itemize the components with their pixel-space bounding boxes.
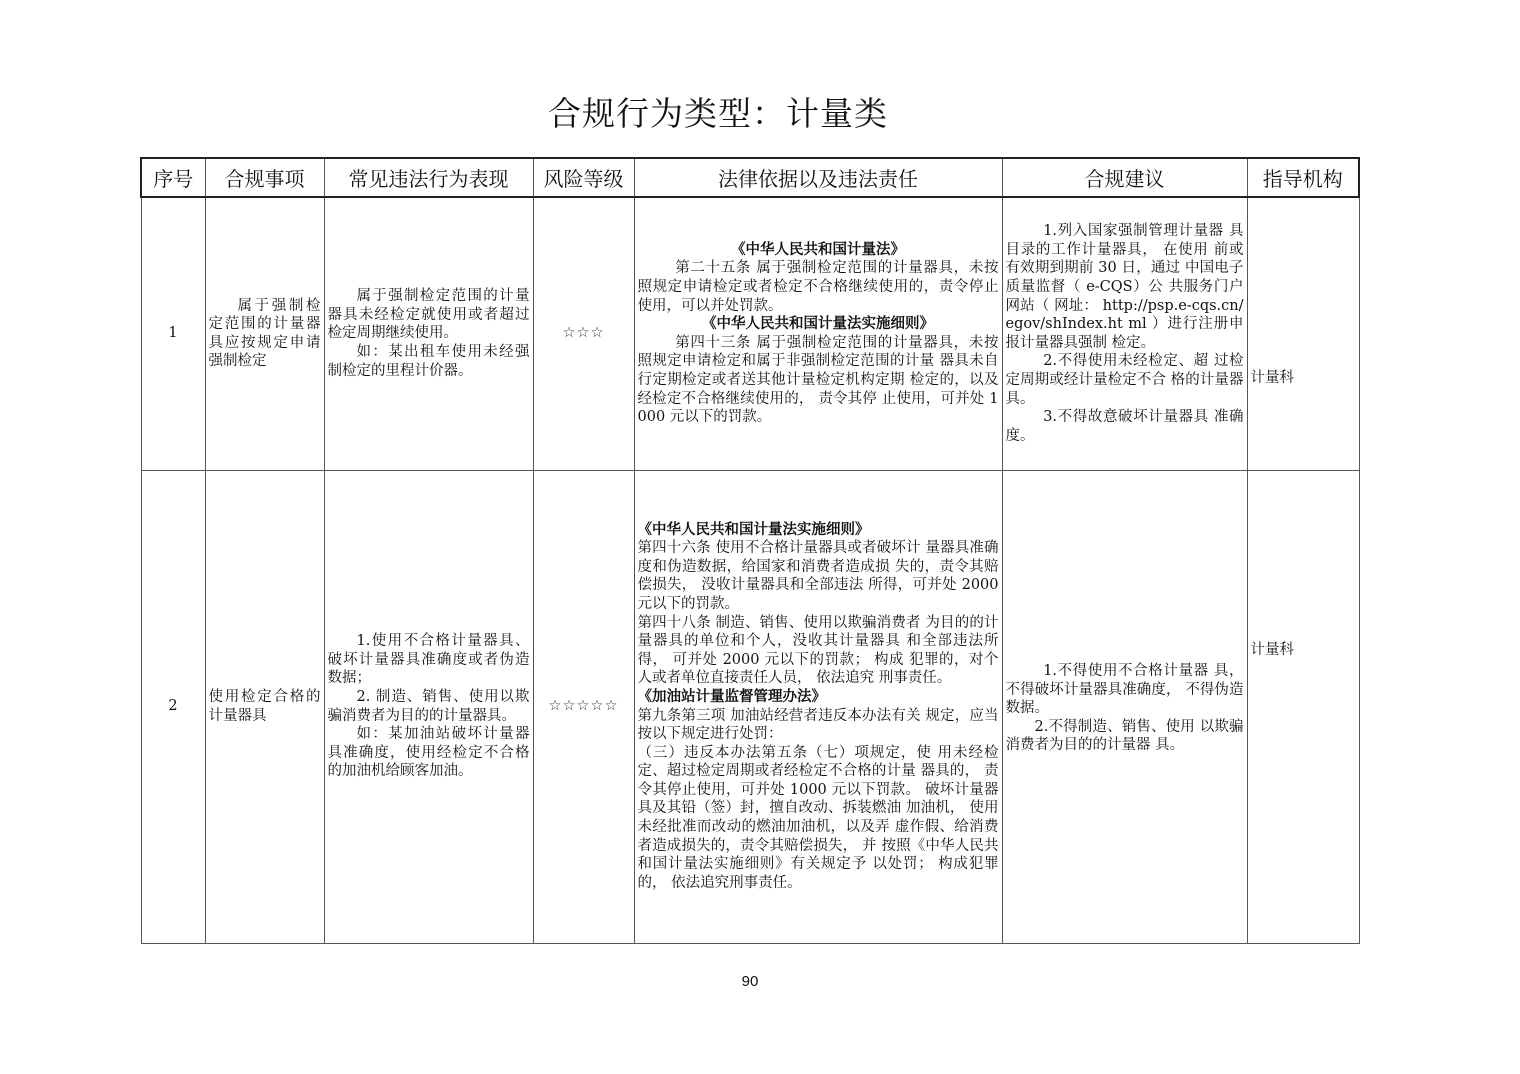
row-advice <box>1002 470 1247 943</box>
advice-item: 3.不得故意破坏计量器具 准确度。 <box>1005 409 1244 444</box>
advice-item: 1.列入国家强制管理计量器 具目录的工作计量器具， 在使用 前或有效期到期前 30 日，通过 中国电子质量监督（ e-CQS）公 共服务门户网站（ 网址： http://psp.e-cqs.cn/egov/shIndex.ht ml ）进行注册申报计量器具强制 检定。 <box>1005 223 1244 351</box>
advice-item: 1.不得使用不合格计量器 具，不得破坏计量器具准确度， 不得伪造数据。 <box>1005 663 1244 717</box>
row-behaviors <box>324 197 533 470</box>
behavior-text: 属于强制检定范围的计量器具未经检定就使用或者超过检定周期继续使用。 <box>327 288 530 342</box>
law-title: 《中华人民共和国计量法》 <box>731 240 905 258</box>
header-risk-level: 风险等级 <box>533 158 634 197</box>
behavior-example: 如：某出租车使用未经强制检定的里程计价器。 <box>327 344 530 379</box>
law-article: 第四十六条 使用不合格计量器具或者破坏计 量器具准确度和伪造数据，给国家和消费者造成损 失的，责令其赔偿损失， 没收计量器具和全部违法 所得，可并处 2000 元以下的罚款。 <box>637 540 999 612</box>
law-article: （三）违反本办法第五条（七）项规定，使 用未经检定、超过检定周期或者经检定不合格的计量 器具的， 责令其停止使用，可并处 1000 元以下罚款。 破坏计量器具及其铅（签）封，擅自改动、拆装燃油 加油机， 使用未经批准而改动的燃油加油机，以及弄 虚作假、给消费者造成损失的，责令其赔偿损失， 并 按照《中华人民共和国计量法实施细则》有关规定予 以处罚； 构成犯罪的， 依法追究刑事责任。 <box>637 744 999 891</box>
table-row <box>141 470 1359 943</box>
page-title: 合规行为类型：计量类 <box>548 94 888 133</box>
table-row <box>141 197 1359 470</box>
law-article: 第二十五条 属于强制检定范围的计量器具，未按照规定申请检定或者检定不合格继续使用的，责令停止使用，可以并处罚款。 <box>637 260 999 314</box>
row-behaviors <box>324 470 533 943</box>
table-header-row <box>141 158 1359 197</box>
law-title: 《中华人民共和国计量法实施细则》 <box>637 520 870 538</box>
behavior-example: 如：某加油站破坏计量器具准确度，使用经检定不合格的加油机给顾客加油。 <box>327 726 530 780</box>
advice-item: 2.不得制造、销售、使用 以欺骗消费者为目的的计量器 具。 <box>1005 718 1244 754</box>
law-article: 第九条第三项 加油站经营者违反本办法有关 规定，应当按以下规定进行处罚： <box>637 707 999 743</box>
law-article: 第四十八条 制造、销售、使用以欺骗消费者 为目的的计量器具的单位和个人，没收其计量器具 和全部违法所得， 可并处 2000 元以下的罚款； 构成 犯罪的，对个人或者单位直接责任人员， 依法追究 刑事责任。 <box>637 614 999 687</box>
page-number: 90 <box>741 973 759 990</box>
header-org: 指导机构 <box>1247 158 1359 197</box>
row-seq: 2 <box>141 470 205 943</box>
advice-item: 2.不得使用未经检定、超 过检定周期或经计量检定不合 格的计量器具。 <box>1005 353 1244 407</box>
behavior-text: 1.使用不合格计量器具、破坏计量器具准确度或者伪造数据； <box>327 633 530 687</box>
law-title: 《加油站计量监督管理办法》 <box>637 687 826 705</box>
row-seq: 1 <box>141 197 205 470</box>
risk-rating-stars: ☆☆☆ <box>533 197 634 470</box>
header-legal-basis: 法律依据以及违法责任 <box>634 158 1002 197</box>
header-advice: 合规建议 <box>1002 158 1247 197</box>
row-law <box>634 470 1002 943</box>
risk-rating-stars: ☆☆☆☆☆ <box>533 470 634 943</box>
header-seq: 序号 <box>141 158 205 197</box>
law-title: 《中华人民共和国计量法实施细则》 <box>702 315 934 333</box>
row-law <box>634 197 1002 470</box>
row-item: 属于强制检定范围的计量器具应按规定申请强制检定 <box>205 197 324 470</box>
row-advice <box>1002 197 1247 470</box>
behavior-text: 2. 制造、销售、使用以欺骗消费者为目的的计量器具。 <box>327 688 530 724</box>
law-article: 第四十三条 属于强制检定范围的计量器具，未按照规定申请检定和属于非强制检定范围的计量 器具未自行定期检定或者送其他计量检定机构定期 检定的，以及经检定不合格继续使用的， 责令其停 止使用，可并处 1000 元以下的罚款。 <box>637 334 999 426</box>
header-item: 合规事项 <box>205 158 324 197</box>
row-item: 使用检定合格的计量器具 <box>205 470 324 943</box>
row-org: 计量科 <box>1247 197 1359 470</box>
compliance-table <box>140 157 1360 944</box>
header-behavior: 常见违法行为表现 <box>324 158 533 197</box>
row-org: 计量科 <box>1247 470 1359 943</box>
